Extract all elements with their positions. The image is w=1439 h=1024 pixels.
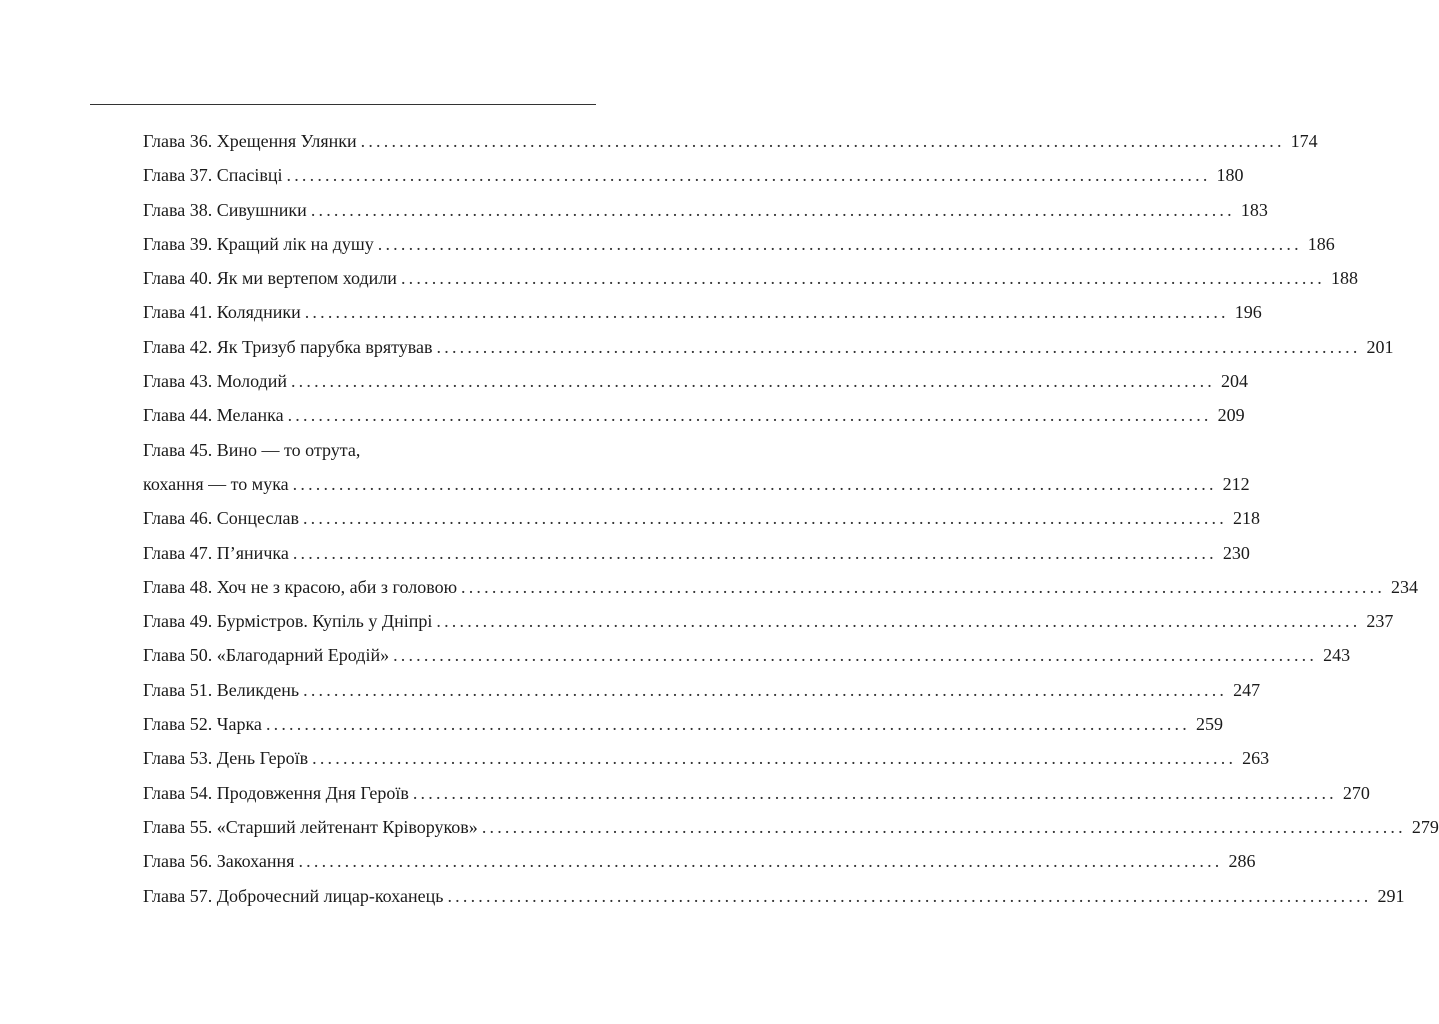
dot-leader: ........................................................................................................................	[360, 131, 1285, 151]
toc-entry-title: Глава 40. Як ми вертепом ходили	[143, 268, 397, 289]
toc-entry-title: Глава 39. Кращий лік на душу	[143, 233, 374, 254]
toc-entry-page: 230	[1222, 542, 1250, 563]
dot-leader: ........................................................................................................................	[310, 199, 1235, 220]
toc-entry-page: 270	[1342, 782, 1370, 803]
table-of-contents	[143, 124, 1439, 913]
toc-entry-title: Глава 51. Великдень	[143, 679, 300, 700]
toc-entry	[143, 844, 1256, 878]
toc-entry-title: Глава 41. Колядники	[143, 302, 301, 323]
dot-leader: ........................................................................................................................	[303, 679, 1228, 700]
toc-entry-title: Глава 50. «Благодарний Еродій»	[143, 645, 390, 666]
toc-entry-page: 247	[1233, 679, 1261, 700]
toc-entry-title: Глава 37. Спасівці	[143, 165, 283, 186]
toc-entry-page: 180	[1216, 165, 1244, 186]
toc-entry-page: 237	[1366, 611, 1394, 632]
toc-entry-page: 279	[1411, 816, 1439, 837]
toc-entry	[143, 810, 1439, 844]
toc-entry-page: 212	[1222, 473, 1250, 494]
toc-entry-page: 234	[1391, 576, 1419, 597]
toc-entry-title: Глава 52. Чарка	[143, 714, 262, 735]
dot-leader: ........................................................................................................................	[412, 782, 1337, 803]
dot-leader: ........................................................................................................................	[298, 851, 1223, 872]
toc-entry	[143, 330, 1394, 364]
toc-entry-page: 263	[1242, 748, 1270, 769]
toc-entry-title: Глава 46. Сонцеслав	[143, 508, 299, 529]
toc-entry-page: 204	[1220, 371, 1248, 392]
toc-entry	[143, 501, 1260, 535]
toc-entry-title: Глава 36. Хрещення Улянки	[143, 131, 357, 151]
toc-entry	[143, 124, 1318, 158]
dot-leader: ........................................................................................................................	[393, 645, 1318, 666]
dot-leader: ........................................................................................................................	[481, 816, 1406, 837]
toc-entry-page: 209	[1217, 405, 1245, 426]
dot-leader: ........................................................................................................................	[292, 473, 1217, 494]
toc-entry	[143, 398, 1245, 432]
dot-leader: ........................................................................................................................	[265, 714, 1190, 735]
dot-leader: ........................................................................................................................	[400, 268, 1325, 289]
toc-entry-title: Глава 54. Продовження Дня Героїв	[143, 782, 409, 803]
toc-entry	[143, 433, 1250, 502]
dot-leader: ........................................................................................................................	[302, 508, 1227, 529]
toc-entry-page: 286	[1228, 851, 1256, 872]
toc-entry	[143, 193, 1268, 227]
toc-entry-page: 291	[1377, 885, 1405, 906]
toc-entry	[143, 707, 1223, 741]
toc-entry-title: Глава 43. Молодий	[143, 371, 287, 392]
top-rule	[90, 104, 596, 105]
toc-entry	[143, 776, 1370, 810]
toc-entry-title-continued: кохання — то мука	[143, 473, 289, 494]
toc-entry	[143, 673, 1261, 707]
toc-entry-page: 188	[1330, 268, 1358, 289]
toc-entry	[143, 604, 1394, 638]
dot-leader: ........................................................................................................................	[287, 405, 1212, 426]
toc-entry-title: Глава 38. Сивушники	[143, 199, 307, 220]
toc-entry-title: Глава 56. Закохання	[143, 851, 295, 872]
toc-entry	[143, 295, 1262, 329]
toc-entry	[143, 227, 1335, 261]
dot-leader: ........................................................................................................................	[304, 302, 1229, 323]
toc-entry-page: 201	[1366, 336, 1394, 357]
dot-leader: ........................................................................................................................	[290, 371, 1215, 392]
toc-entry-page: 183	[1240, 199, 1268, 220]
toc-entry	[143, 536, 1250, 570]
toc-entry-page: 259	[1195, 714, 1223, 735]
toc-entry-page: 243	[1323, 645, 1351, 666]
toc-entry	[143, 570, 1419, 604]
toc-entry	[143, 158, 1244, 192]
toc-entry-page: 174	[1290, 131, 1318, 151]
toc-entry	[143, 741, 1270, 775]
toc-entry-page: 218	[1232, 508, 1260, 529]
dot-leader: ........................................................................................................................	[377, 233, 1302, 254]
toc-entry-title: Глава 48. Хоч не з красою, аби з головою	[143, 576, 458, 597]
toc-entry-page: 196	[1234, 302, 1262, 323]
toc-entry-title: Глава 42. Як Тризуб парубка врятував	[143, 336, 433, 357]
dot-leader: ........................................................................................................................	[436, 611, 1361, 632]
dot-leader: ........................................................................................................................	[461, 576, 1386, 597]
toc-entry	[143, 879, 1405, 913]
toc-entry-title: Глава 57. Доброчесний лицар-коханець	[143, 885, 444, 906]
toc-entry-title: Глава 55. «Старший лейтенант Кріворуков»	[143, 816, 478, 837]
toc-entry-title: Глава 47. П’яничка	[143, 542, 289, 563]
dot-leader: ........................................................................................................................	[286, 165, 1211, 186]
toc-entry	[143, 261, 1358, 295]
toc-entry	[143, 364, 1248, 398]
toc-entry	[143, 638, 1351, 672]
toc-entry-title: Глава 53. День Героїв	[143, 748, 309, 769]
toc-entry-page: 186	[1307, 233, 1335, 254]
toc-entry-title: Глава 45. Вино — то отрута,	[143, 439, 361, 460]
dot-leader: ........................................................................................................................	[312, 748, 1237, 769]
dot-leader: ........................................................................................................................	[436, 336, 1361, 357]
toc-entry-title: Глава 44. Меланка	[143, 405, 284, 426]
dot-leader: ........................................................................................................................	[447, 885, 1372, 906]
dot-leader: ........................................................................................................................	[292, 542, 1217, 563]
toc-entry-title: Глава 49. Бурмістров. Купіль у Дніпрі	[143, 611, 433, 632]
